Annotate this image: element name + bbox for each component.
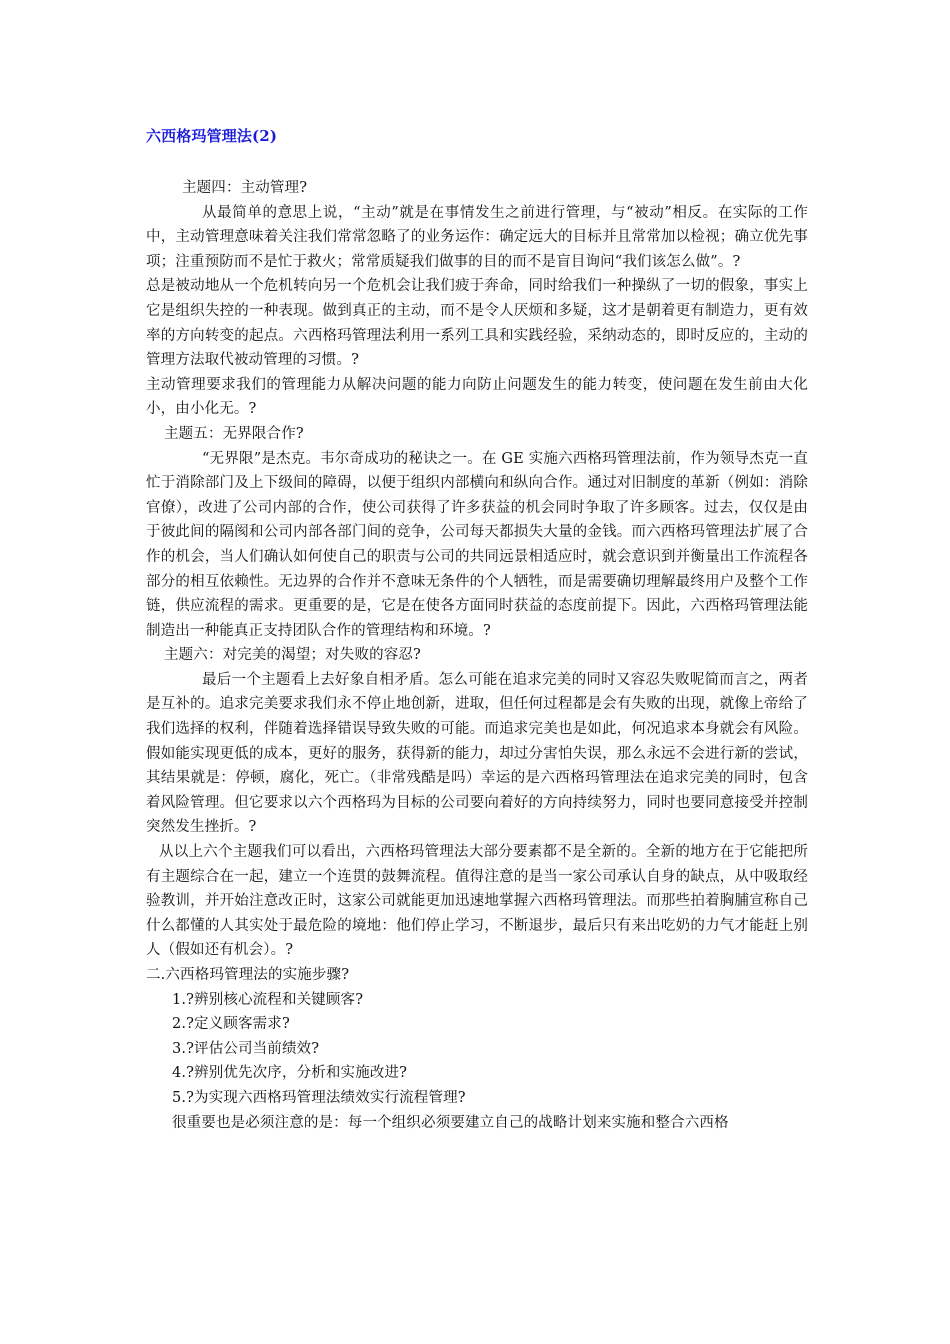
paragraph: 从最简单的意思上说，“主动”就是在事情发生之前进行管理，与“被动”相反。在实际的工作中，主动管理意味着关注我们常常忽略了的业务运作：确定远大的目标并且常常加以检视；确立优先事项；注重预防而不是忙于救火；常常质疑我们做事的目的而不是盲目询问“我们该怎么做”。? (146, 204, 808, 270)
paragraph: 主动管理要求我们的管理能力从解决问题的能力向防止问题发生的能力转变，使问题在发生前由大化小，由小化无。? (146, 376, 808, 418)
paragraph: 总是被动地从一个危机转向另一个危机会让我们疲于奔命，同时给我们一种操纵了一切的假象，事实上它是组织失控的一种表现。做到真正的主动，而不是令人厌烦和多疑，这才是朝着更有制造力，更有效率的方向转变的起点。六西格玛管理法利用一系列工具和实践经验，采纳动态的，即时反应的，主动的管理方法取代被动管理的习惯。? (146, 278, 808, 369)
paragraph: “无界限”是杰克。韦尔奇成功的秘诀之一。在 GE 实施六西格玛管理法前，作为领导杰克一直忙于消除部门及上下级间的障碍，以便于组织内部横向和纵向合作。通过对旧制度的革新（例如：消除官僚），改进了公司内部的合作，使公司获得了许多获益的机会同时争取了许多顾客。过去，仅仅是由于彼此间的隔阂和公司内部各部门间的竞争，公司每天都损失大量的金钱。而六西格玛管理法扩展了合作的机会，当人们确认如何使自己的职责与公司的共同远景相适应时，就会意识到并衡量出工作流程各部分的相互依赖性。无边界的合作并不意味无条件的个人牺牲，而是需要确切理解最终用户及整个工作链，供应流程的需求。更重要的是，它是在使各方面同时获益的态度前提下。因此，六西格玛管理法能制造出一种能真正支持团队合作的管理结构和环境。? (146, 450, 808, 639)
step-item: 2.?定义顾客需求? (172, 1016, 290, 1033)
step-item: 1.?辨别核心流程和关键顾客? (172, 991, 364, 1008)
paragraph: 很重要也是必须注意的是：每一个组织必须要建立自己的战略计划来实施和整合六西格 (172, 1114, 729, 1131)
document-page (146, 124, 808, 1135)
step-item: 4.?辨别优先次序，分析和实施改进? (172, 1065, 408, 1082)
document-title: 六西格玛管理法(2) (146, 127, 278, 145)
heading-topic-6: 主题六：对完美的渴望；对失败的容忍? (164, 647, 421, 664)
heading-topic-4: 主题四：主动管理? (182, 180, 308, 196)
paragraph: 从以上六个主题我们可以看出，六西格玛管理法大部分要素都不是全新的。全新的地方在于它能把所有主题综合在一起，建立一个连贯的鼓舞流程。值得注意的是当一家公司承认自身的缺点，从中吸取经验教训，并开始注意改正时，这家公司就能更加迅速地掌握六西格玛管理法。而那些拍着胸脯宣称自己什么都懂的人其实处于最危险的境地：他们停止学习，不断退步，最后只有来出吃奶的力气才能赶上别人（假如还有机会）。? (146, 844, 808, 959)
heading-topic-5: 主题五：无界限合作? (164, 425, 304, 442)
step-item: 5.?为实现六西格玛管理法绩效实行流程管理? (172, 1089, 466, 1106)
section-heading: 二.六西格玛管理法的实施步骤? (146, 967, 350, 983)
paragraph: 最后一个主题看上去好象自相矛盾。怎么可能在追求完美的同时又容忍失败呢简而言之，两者是互补的。追求完美要求我们永不停止地创新，进取，但任何过程都是会有失败的出现，就像上帝给了我们选择的权利，伴随着选择错误导致失败的可能。而追求完美也是如此，何况追求本身就会有风险。假如能实现更低的成本，更好的服务，获得新的能力，却过分害怕失误，那么永远不会进行新的尝试，其结果就是：停顿，腐化，死亡。（非常残酷是吗）幸运的是六西格玛管理法在追求完美的同时，包含着风险管理。但它要求以六个西格玛为目标的公司要向着好的方向持续努力，同时也要同意接受并控制突然发生挫折。? (146, 671, 808, 836)
step-item: 3.?评估公司当前绩效? (172, 1040, 320, 1057)
